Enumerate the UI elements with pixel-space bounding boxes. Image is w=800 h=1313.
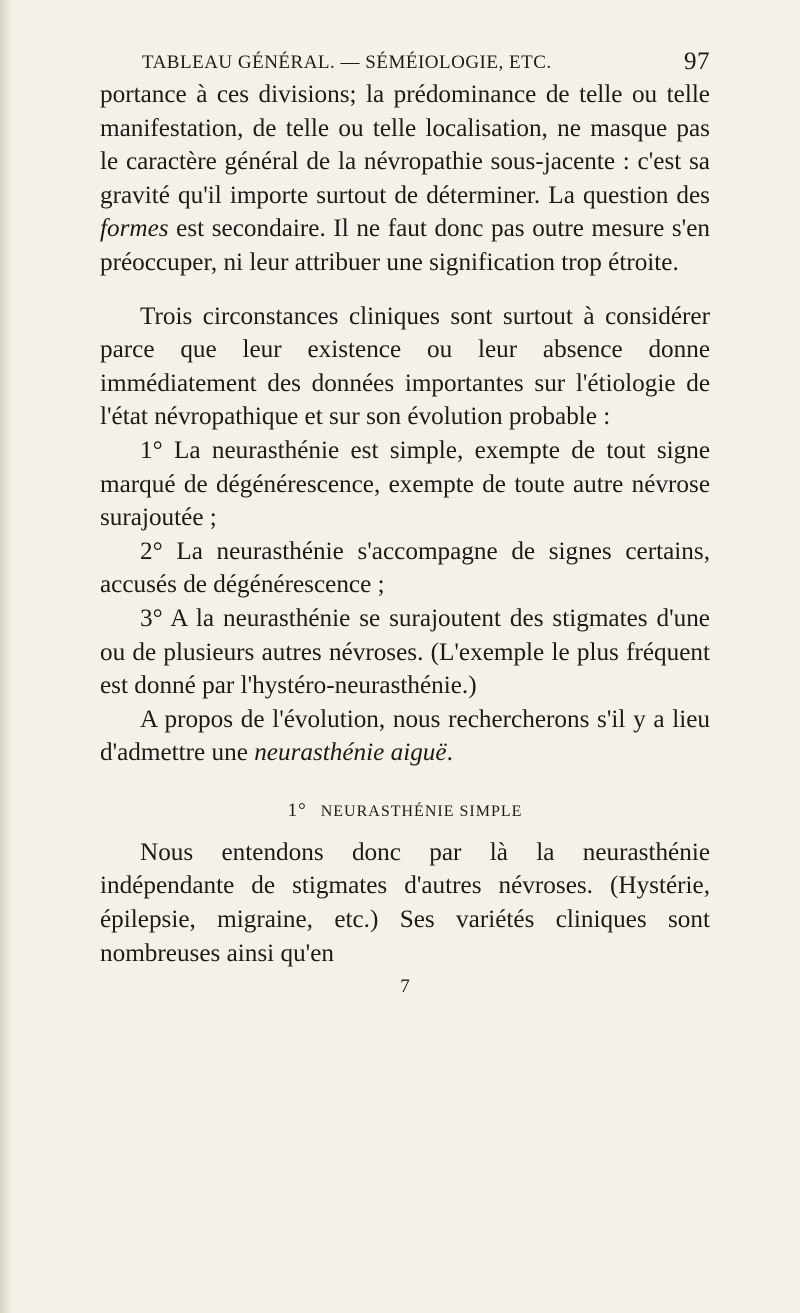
paragraph-circumstances: Trois circonstances cliniques sont surtout à considérer parce que leur existence ou leur absence donne immédiatement des données importantes sur l'étiologie de l'état névropathique et sur son évolution probable : xyxy=(100,302,710,431)
book-page xyxy=(100,48,710,998)
page-text xyxy=(100,78,710,970)
italic-term: formes xyxy=(100,215,169,243)
page-gutter xyxy=(0,0,12,1313)
running-title: TABLEAU GÉNÉRAL. — SÉMÉIOLOGIE, ETC. xyxy=(142,52,552,73)
printer-signature-mark: 7 xyxy=(400,976,410,998)
list-item-2: 2° La neurasthénie s'accompagne de signes certains, accusés de dégénérescence ; xyxy=(100,537,710,599)
running-header xyxy=(100,48,710,78)
paragraph-evolution xyxy=(100,703,710,770)
list-item-3: 3° A la neurasthénie se surajoutent des stigmates d'une ou de plusieurs autres névroses. (L'exemple le plus fréquent est donné par l'hystéro-neurasthénie.) xyxy=(100,604,710,700)
section-title: NEURASTHÉNIE SIMPLE xyxy=(320,802,523,820)
paragraph-continuation xyxy=(100,78,710,280)
paragraph-simple-neurasthenia: Nous entendons donc par là la neurasthénie indépendante de stigmates d'autres névroses. (Hystérie, épilepsie, migraine, etc.) Ses variétés cliniques sont nombreuses ainsi qu'en xyxy=(100,838,710,967)
paragraph-text: portance à ces divisions; la prédominance de telle ou telle manifestation, de telle ou telle localisation, ne masque pas le caractère général de la névropathie sous-jacente : c'est sa gravité qu'il importe surtout de déterminer. La question des xyxy=(100,81,710,209)
paragraph-text: . xyxy=(446,739,453,767)
paragraph-text: est secondaire. Il ne faut donc pas outre mesure s'en préoccuper, ni leur attribuer une signification trop étroite. xyxy=(100,215,710,276)
paragraph-text: A propos de l'évolution, nous rechercherons s'il y a lieu d'admettre une xyxy=(100,705,710,767)
section-heading xyxy=(100,794,710,821)
page-number: 97 xyxy=(684,48,710,75)
italic-term: neurasthénie aiguë xyxy=(254,739,447,767)
list-item-1: 1° La neurasthénie est simple, exempte de tout signe marqué de dégénérescence, exempte de toute autre névrose surajoutée ; xyxy=(100,436,710,532)
section-number: 1° xyxy=(287,799,307,821)
